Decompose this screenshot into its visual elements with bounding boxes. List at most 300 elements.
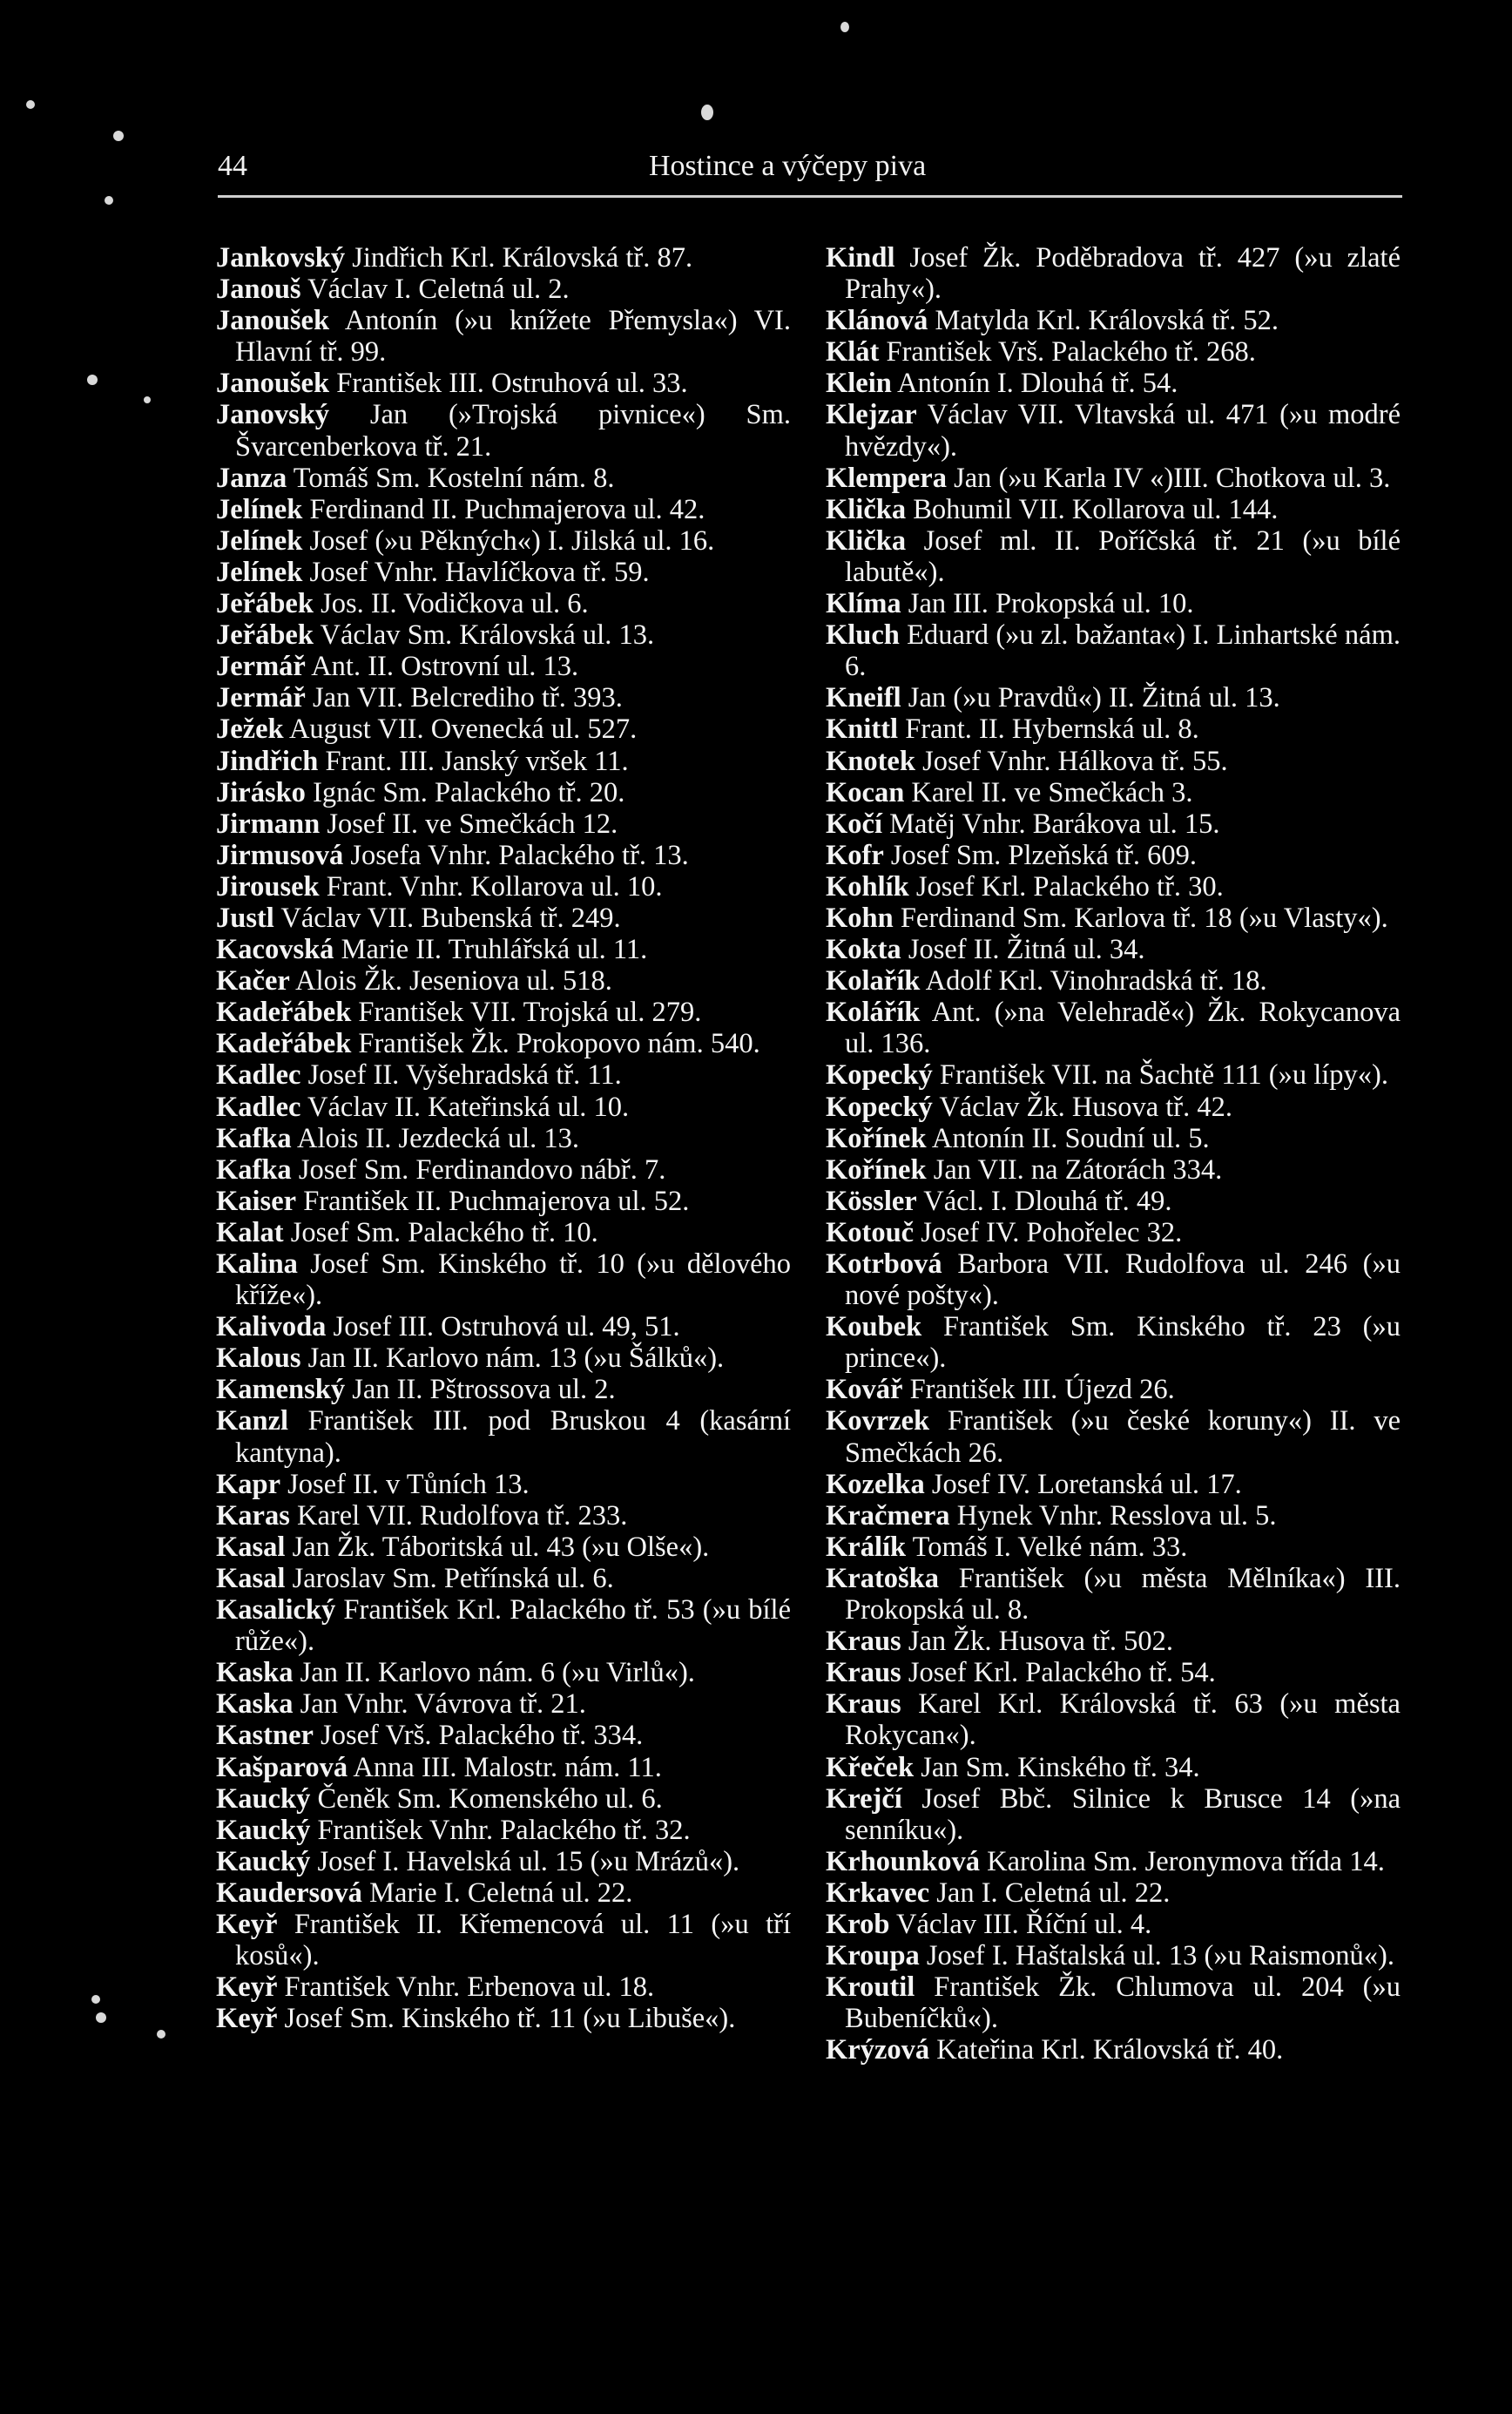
entry-details: Jan I. Celetná ul. 22. <box>929 1876 1171 1909</box>
directory-entry <box>216 965 791 997</box>
entry-details: Frant. III. Janský vršek 11. <box>318 745 629 777</box>
directory-entry <box>216 2003 791 2034</box>
entry-details: František VII. Trojská ul. 279. <box>351 997 702 1029</box>
entry-name: Jeřábek <box>216 588 314 620</box>
directory-entry <box>216 682 791 713</box>
directory-entry <box>216 1405 791 1468</box>
entry-details: Čeněk Sm. Komenského ul. 6. <box>310 1782 663 1815</box>
directory-entry <box>826 525 1401 588</box>
entry-details: František Krl. Palackého tř. 53 (»u bílé růže«). <box>235 1594 791 1658</box>
entry-details: Antonín (»u knížete Přemysla«) VI. Hlavní tř. 99. <box>235 305 791 369</box>
directory-entry <box>216 1563 791 1594</box>
entry-name: Krejčí <box>826 1782 902 1815</box>
entry-name: Kovrzek <box>826 1405 930 1437</box>
directory-entry <box>216 1342 791 1374</box>
entry-name: Janoušek <box>216 305 330 337</box>
entry-details: Jan VII. na Zátorách 334. <box>926 1153 1223 1186</box>
entry-name: Kaucký <box>216 1814 311 1846</box>
directory-entry <box>826 1532 1401 1563</box>
entry-name: Kanzl <box>216 1405 289 1437</box>
entry-name: Jermář <box>216 682 306 714</box>
entry-name: Kalivoda <box>216 1311 327 1343</box>
directory-entry <box>216 840 791 871</box>
entry-details: František Žk. Chlumova ul. 204 (»u Bubeníčků«). <box>845 1971 1401 2035</box>
entry-name: Kaudersová <box>216 1876 362 1909</box>
entry-name: Jirásko <box>216 776 306 808</box>
entry-name: Kalous <box>216 1342 301 1375</box>
entry-name: Kořínek <box>826 1153 927 1186</box>
entry-details: Jan II. Karlovo nám. 6 (»u Virlů«). <box>293 1657 695 1689</box>
entry-details: František II. Křemencová ul. 11 (»u tří kosů«). <box>235 1908 791 1972</box>
directory-entry <box>216 1877 791 1909</box>
entry-details: Josef Vrš. Palackého tř. 334. <box>313 1720 644 1752</box>
directory-entry <box>216 1971 791 2003</box>
entry-details: Josefa Vnhr. Palackého tř. 13. <box>343 839 689 871</box>
directory-entry <box>826 588 1401 619</box>
entry-details: Ferdinand II. Puchmajerova ul. 42. <box>302 493 705 525</box>
entry-name: Kroupa <box>826 1940 920 1972</box>
scan-speck <box>26 100 35 109</box>
entry-name: Knittl <box>826 713 899 746</box>
scan-speck <box>91 1995 100 2004</box>
entry-details: Kateřina Krl. Královská tř. 40. <box>929 2034 1284 2066</box>
entry-details: Václav VII. Vltavská ul. 471 (»u modré hvězdy«). <box>845 399 1401 463</box>
entry-details: Josef II. Vyšehradská tř. 11. <box>300 1059 622 1092</box>
directory-entry <box>826 840 1401 871</box>
directory-entry <box>216 651 791 682</box>
entry-details: František Vrš. Palackého tř. 268. <box>879 336 1256 369</box>
scan-speck <box>113 131 124 141</box>
entry-name: Karas <box>216 1499 290 1532</box>
entry-details: František Sm. Kinského tř. 23 (»u prince«). <box>845 1311 1401 1375</box>
entry-name: Kindl <box>826 242 895 274</box>
entry-name: Kraus <box>826 1657 901 1689</box>
entry-name: Janoušek <box>216 368 330 400</box>
directory-entry <box>216 399 791 462</box>
directory-entry <box>826 682 1401 713</box>
entry-name: Krhounková <box>826 1845 981 1877</box>
directory-entry <box>826 619 1401 682</box>
directory-entry <box>826 368 1401 399</box>
directory-entry <box>216 1217 791 1248</box>
entry-name: Kroutil <box>826 1971 915 2004</box>
entry-name: Kotrbová <box>826 1248 942 1280</box>
entry-details: František Vnhr. Palackého tř. 32. <box>310 1814 691 1846</box>
entry-details: Tomáš Sm. Kostelní nám. 8. <box>287 462 615 494</box>
directory-entry <box>216 368 791 399</box>
directory-entry <box>826 1752 1401 1783</box>
entry-name: Kacovská <box>216 934 334 966</box>
entry-name: Klíma <box>826 588 901 620</box>
entry-name: Kaucký <box>216 1782 311 1815</box>
directory-entry <box>216 1186 791 1217</box>
entry-details: Matylda Krl. Královská tř. 52. <box>928 305 1279 337</box>
entry-details: Josef Vnhr. Hálkova tř. 55. <box>915 745 1228 777</box>
directory-entry <box>826 1626 1401 1657</box>
entry-name: Justl <box>216 902 274 934</box>
directory-entry <box>826 1154 1401 1186</box>
entry-name: Kaska <box>216 1657 294 1689</box>
entry-name: Kohlík <box>826 870 909 903</box>
entry-name: Kluch <box>826 619 900 652</box>
directory-entry <box>826 305 1401 336</box>
scan-speck <box>157 2030 165 2039</box>
directory-entry <box>826 1217 1401 1248</box>
entry-name: Kraus <box>826 1626 901 1658</box>
directory-entry <box>826 1059 1401 1091</box>
directory-entry <box>216 463 791 494</box>
page-number: 44 <box>218 150 247 182</box>
entry-details: Anna III. Malostr. nám. 11. <box>348 1751 662 1783</box>
directory-entry <box>826 1469 1401 1500</box>
directory-entry <box>216 1532 791 1563</box>
entry-details: Bohumil VII. Kollarova ul. 144. <box>906 493 1279 525</box>
entry-name: Kadlec <box>216 1091 301 1123</box>
entry-name: Kofr <box>826 839 884 871</box>
entry-details: Josef Sm. Palackého tř. 10. <box>283 1216 598 1248</box>
entry-name: Kokta <box>826 934 901 966</box>
directory-entry <box>216 997 791 1028</box>
entry-details: Josef Žk. Poděbradova tř. 427 (»u zlaté Prahy«). <box>845 242 1401 306</box>
page-header <box>218 150 1402 192</box>
entry-details: Josef Sm. Plzeňská tř. 609. <box>883 839 1198 871</box>
entry-details: Josef Sm. Kinského tř. 10 (»u dělového kříže«). <box>235 1248 791 1312</box>
directory-entry <box>826 1186 1401 1217</box>
entry-details: Jindřich Krl. Královská tř. 87. <box>345 242 693 274</box>
directory-entry <box>826 1563 1401 1626</box>
directory-entry <box>826 1940 1401 1971</box>
entry-details: Jan Sm. Kinského tř. 34. <box>914 1751 1200 1783</box>
scan-speck <box>96 2012 106 2023</box>
scan-speck <box>840 22 849 32</box>
directory-entry <box>216 274 791 305</box>
entry-details: Václav II. Kateřinská ul. 10. <box>300 1091 630 1123</box>
entry-details: Jan Vnhr. Vávrova tř. 21. <box>293 1688 586 1721</box>
entry-name: Kopecký <box>826 1059 933 1092</box>
entry-details: Karel Krl. Královská tř. 63 (»u města Rokycan«). <box>845 1688 1401 1752</box>
directory-entry <box>216 746 791 777</box>
entry-name: Klempera <box>826 462 947 494</box>
directory-entry <box>216 1657 791 1688</box>
directory-entry <box>216 808 791 840</box>
entry-details: Ant. (»na Velehradě«) Žk. Rokycanova ul. 136. <box>845 997 1401 1060</box>
entry-details: Jan II. Pštrossova ul. 2. <box>345 1374 616 1406</box>
directory-entry <box>216 494 791 525</box>
directory-entry <box>216 619 791 651</box>
entry-name: Janza <box>216 462 287 494</box>
entry-details: Josef ml. II. Poříčská tř. 21 (»u bílé labutě«). <box>845 524 1401 588</box>
directory-entry <box>216 1594 791 1657</box>
entry-details: František (»u města Mělníka«) III. Prokopská ul. 8. <box>845 1562 1401 1626</box>
directory-entry <box>826 1877 1401 1909</box>
running-title: Hostince a výčepy piva <box>649 150 927 182</box>
directory-entry <box>826 777 1401 808</box>
entry-details: František VII. na Šachtě 111 (»u lípy«). <box>932 1059 1388 1092</box>
entry-details: Jan Žk. Husova tř. 502. <box>901 1626 1174 1658</box>
right-column <box>826 242 1401 2066</box>
entry-name: Klička <box>826 524 907 557</box>
directory-entry <box>826 934 1401 965</box>
entry-name: Jankovský <box>216 242 346 274</box>
directory-entry <box>826 965 1401 997</box>
directory-entry <box>826 1092 1401 1123</box>
entry-details: František III. Ostruhová ul. 33. <box>329 368 688 400</box>
entry-details: Josef (»u Pěkných«) I. Jilská ul. 16. <box>302 524 715 557</box>
directory-entry <box>826 2034 1401 2066</box>
entry-details: Václav VII. Bubenská tř. 249. <box>273 902 621 934</box>
entry-details: Josef Sm. Ferdinandovo nábř. 7. <box>291 1153 666 1186</box>
entry-name: Krkavec <box>826 1876 930 1909</box>
entry-name: Kolářík <box>826 997 921 1029</box>
entry-name: Keyř <box>216 2003 278 2035</box>
directory-entry <box>826 903 1401 934</box>
entry-details: Josef II. ve Smečkách 12. <box>320 808 618 840</box>
directory-entry <box>826 1405 1401 1468</box>
directory-entry <box>216 1374 791 1405</box>
entry-name: Kafka <box>216 1153 292 1186</box>
directory-entry <box>216 1720 791 1751</box>
entry-name: Ježek <box>216 713 284 746</box>
entry-details: Alois II. Jezdecká ul. 13. <box>291 1122 580 1154</box>
entry-details: Jan (»Trojská pivnice«) Sm. Švarcenberkova tř. 21. <box>235 399 791 463</box>
entry-name: Jirousek <box>216 870 320 903</box>
entry-name: Klička <box>826 493 907 525</box>
directory-entry <box>826 1909 1401 1940</box>
directory-entry <box>826 997 1401 1059</box>
entry-name: Jelínek <box>216 556 303 588</box>
directory-entry <box>216 1092 791 1123</box>
directory-entry <box>826 1783 1401 1846</box>
entry-name: Kašparová <box>216 1751 348 1783</box>
entry-name: Kratoška <box>826 1562 939 1594</box>
scan-speck <box>105 196 113 205</box>
entry-name: Kamenský <box>216 1374 346 1406</box>
entry-details: Marie II. Truhlářská ul. 11. <box>334 934 648 966</box>
entry-details: Václav Sm. Královská ul. 13. <box>313 619 655 652</box>
entry-name: Kaska <box>216 1688 294 1721</box>
entry-name: Křeček <box>826 1751 915 1783</box>
entry-details: Eduard (»u zl. bažanta«) I. Linhartské nám. 6. <box>845 619 1401 683</box>
entry-details: Josef II. Žitná ul. 34. <box>901 934 1145 966</box>
directory-entry <box>216 1752 791 1783</box>
directory-entry <box>826 1688 1401 1751</box>
entry-name: Kozelka <box>826 1468 925 1500</box>
entry-name: Knotek <box>826 745 915 777</box>
entry-name: Kovář <box>826 1374 903 1406</box>
entry-details: Marie I. Celetná ul. 22. <box>361 1876 633 1909</box>
entry-name: Kotouč <box>826 1216 915 1248</box>
entry-name: Keyř <box>216 1971 278 2004</box>
directory-entry <box>216 903 791 934</box>
entry-details: Jan III. Prokopská ul. 10. <box>901 588 1194 620</box>
entry-details: Ferdinand Sm. Karlova tř. 18 (»u Vlasty«). <box>893 902 1388 934</box>
directory-entry <box>216 1500 791 1532</box>
directory-entry <box>216 1028 791 1059</box>
entry-name: Jermář <box>216 651 306 683</box>
entry-details: Josef Krl. Palackého tř. 54. <box>901 1657 1216 1689</box>
entry-details: Josef II. v Tůních 13. <box>280 1468 530 1500</box>
entry-details: Jan (»u Karla IV «)III. Chotkova ul. 3. <box>946 462 1391 494</box>
entry-details: Tomáš I. Velké nám. 33. <box>906 1531 1188 1563</box>
entry-details: Ant. II. Ostrovní ul. 13. <box>305 651 579 683</box>
entry-details: Barbora VII. Rudolfova ul. 246 (»u nové pošty«). <box>845 1248 1401 1312</box>
entry-name: Kračmera <box>826 1499 950 1532</box>
entry-details: Karolina Sm. Jeronymova třída 14. <box>980 1845 1385 1877</box>
directory-entry <box>216 1783 791 1815</box>
entry-details: Adolf Krl. Vinohradská tř. 18. <box>920 965 1267 997</box>
entry-details: Antonín II. Soudní ul. 5. <box>926 1122 1210 1154</box>
directory-entry <box>826 746 1401 777</box>
directory-entry <box>216 1469 791 1500</box>
entry-name: Králík <box>826 1531 907 1563</box>
entry-name: Kaiser <box>216 1185 297 1217</box>
entry-name: Kocan <box>826 776 905 808</box>
entry-details: Jan Žk. Táboritská ul. 43 (»u Olše«). <box>285 1531 710 1563</box>
directory-entry <box>826 336 1401 368</box>
directory-entry <box>216 1909 791 1971</box>
entry-details: Jan II. Karlovo nám. 13 (»u Šálků«). <box>300 1342 725 1375</box>
entry-name: Koubek <box>826 1311 922 1343</box>
directory-entry <box>216 557 791 588</box>
entry-details: Josef Sm. Kinského tř. 11 (»u Libuše«). <box>277 2003 736 2035</box>
entry-name: Kořínek <box>826 1122 927 1154</box>
entry-name: Janouš <box>216 274 301 306</box>
directory-entry <box>216 1154 791 1186</box>
entry-name: Kapr <box>216 1468 281 1500</box>
entry-name: Jirmann <box>216 808 321 840</box>
entry-details: Josef I. Havelská ul. 15 (»u Mrázů«). <box>310 1845 740 1877</box>
entry-name: Keyř <box>216 1908 278 1940</box>
entry-details: Jos. II. Vodičkova ul. 6. <box>313 588 589 620</box>
directory-entry <box>216 1059 791 1091</box>
entry-name: Kaucký <box>216 1845 311 1877</box>
directory-entry <box>216 525 791 557</box>
scan-speck <box>144 396 151 403</box>
scan-speck <box>87 375 98 385</box>
entry-name: Kadeřábek <box>216 1028 352 1060</box>
entry-details: Josef IV. Loretanská ul. 17. <box>924 1468 1242 1500</box>
entry-name: Kadlec <box>216 1059 301 1092</box>
entry-details: Václ. I. Dlouhá tř. 49. <box>916 1185 1172 1217</box>
entry-name: Kalina <box>216 1248 298 1280</box>
directory-entry <box>826 1500 1401 1532</box>
entry-details: Josef Vnhr. Havlíčkova tř. 59. <box>302 556 650 588</box>
entry-details: Josef Krl. Palackého tř. 30. <box>908 870 1224 903</box>
entry-details: Josef IV. Pohořelec 32. <box>914 1216 1183 1248</box>
entry-name: Jelínek <box>216 524 303 557</box>
directory-entry <box>216 934 791 965</box>
entry-name: Janovský <box>216 399 330 431</box>
entry-details: August VII. Ovenecká ul. 527. <box>283 713 638 746</box>
entry-details: Frant. Vnhr. Kollarova ul. 10. <box>319 870 663 903</box>
entry-details: Václav Žk. Husova tř. 42. <box>932 1091 1232 1123</box>
entry-details: František II. Puchmajerova ul. 52. <box>296 1185 690 1217</box>
entry-details: František (»u české koruny«) II. ve Smečkách 26. <box>845 1405 1401 1469</box>
entry-details: Hynek Vnhr. Resslova ul. 5. <box>949 1499 1277 1532</box>
entry-name: Kolařík <box>826 965 921 997</box>
entry-details: Alois Žk. Jeseniova ul. 518. <box>289 965 612 997</box>
directory-entry <box>216 588 791 619</box>
entry-name: Kasalický <box>216 1594 336 1626</box>
entry-name: Klánová <box>826 305 928 337</box>
directory-entry <box>826 1374 1401 1405</box>
left-column <box>216 242 791 2034</box>
directory-entry <box>216 1688 791 1720</box>
directory-entry <box>826 1846 1401 1877</box>
entry-name: Klát <box>826 336 880 369</box>
directory-entry <box>826 242 1401 305</box>
entry-details: Josef III. Ostruhová ul. 49, 51. <box>326 1311 680 1343</box>
entry-details: Karel II. ve Smečkách 3. <box>904 776 1193 808</box>
entry-name: Jeřábek <box>216 619 314 652</box>
entry-details: Josef I. Haštalská ul. 13 (»u Raismonů«). <box>919 1940 1394 1972</box>
entry-details: Václav III. Říční ul. 4. <box>889 1908 1152 1940</box>
scan-speck <box>701 105 713 120</box>
entry-details: František Žk. Prokopovo nám. 540. <box>351 1028 760 1060</box>
directory-entry <box>826 713 1401 745</box>
entry-name: Klejzar <box>826 399 917 431</box>
directory-entry <box>216 305 791 368</box>
entry-details: František Vnhr. Erbenova ul. 18. <box>277 1971 655 2004</box>
entry-name: Kadeřábek <box>216 997 352 1029</box>
directory-entry <box>826 1657 1401 1688</box>
entry-details: Frant. II. Hybernská ul. 8. <box>898 713 1199 746</box>
entry-name: Kopecký <box>826 1091 933 1123</box>
directory-entry <box>216 777 791 808</box>
directory-entry <box>826 1123 1401 1154</box>
directory-entry <box>826 1311 1401 1374</box>
entry-name: Kastner <box>216 1720 314 1752</box>
entry-name: Jindřich <box>216 745 319 777</box>
header-rule <box>218 195 1402 198</box>
entry-name: Kačer <box>216 965 290 997</box>
entry-name: Jelínek <box>216 493 303 525</box>
directory-entry <box>216 1248 791 1311</box>
directory-entry <box>826 1248 1401 1311</box>
entry-name: Kraus <box>826 1688 901 1721</box>
entry-name: Kasal <box>216 1531 286 1563</box>
entry-details: Matěj Vnhr. Barákova ul. 15. <box>881 808 1220 840</box>
directory-entry <box>826 463 1401 494</box>
entry-details: Jaroslav Sm. Petřínská ul. 6. <box>285 1562 614 1594</box>
entry-name: Kočí <box>826 808 882 840</box>
directory-entry <box>826 494 1401 525</box>
directory-entry <box>826 399 1401 462</box>
entry-details: Josef Bbč. Silnice k Brusce 14 (»na senníku«). <box>845 1782 1401 1846</box>
directory-entry <box>216 1846 791 1877</box>
directory-entry <box>216 1123 791 1154</box>
entry-details: Ignác Sm. Palackého tř. 20. <box>305 776 625 808</box>
directory-entry <box>216 1815 791 1846</box>
entry-name: Kneifl <box>826 682 901 714</box>
entry-name: Kössler <box>826 1185 917 1217</box>
directory-entry <box>826 871 1401 903</box>
directory-entry <box>826 1971 1401 2034</box>
entry-details: Jan (»u Pravdů«) II. Žitná ul. 13. <box>901 682 1280 714</box>
entry-name: Kalat <box>216 1216 284 1248</box>
entry-details: František III. pod Bruskou 4 (kasární kantyna). <box>235 1405 791 1469</box>
directory-entry <box>216 1311 791 1342</box>
entry-details: František III. Újezd 26. <box>902 1374 1175 1406</box>
entry-details: Jan VII. Belcrediho tř. 393. <box>305 682 623 714</box>
entry-name: Kafka <box>216 1122 292 1154</box>
entry-name: Kasal <box>216 1562 286 1594</box>
entry-name: Krob <box>826 1908 890 1940</box>
entry-name: Kohn <box>826 902 894 934</box>
directory-entry <box>826 808 1401 840</box>
entry-details: Antonín I. Dlouhá tř. 54. <box>891 368 1178 400</box>
entry-details: Karel VII. Rudolfova tř. 233. <box>289 1499 628 1532</box>
